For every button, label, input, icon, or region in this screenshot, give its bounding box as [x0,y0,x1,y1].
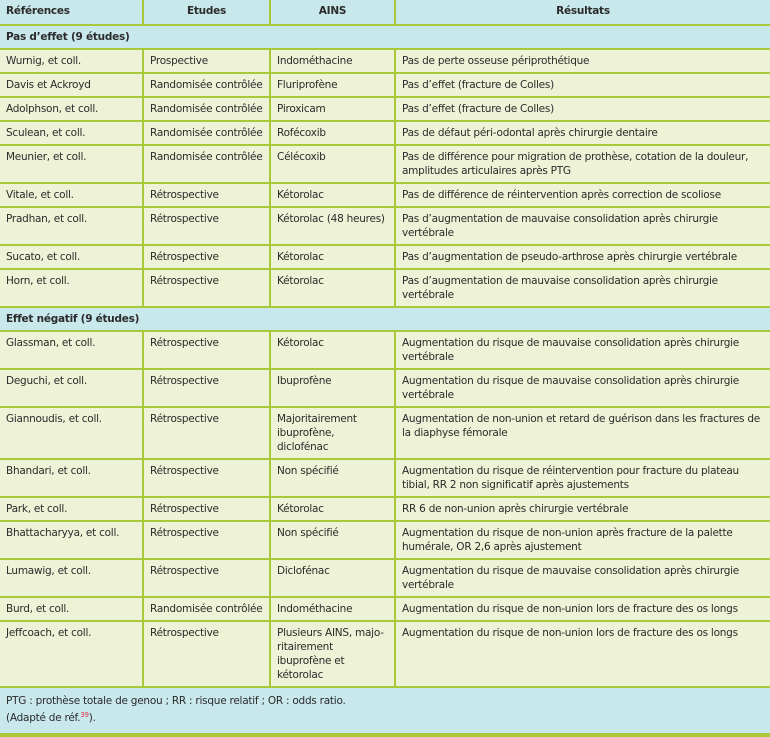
table-row [0,183,770,207]
reference-cell: Burd, et coll. [0,597,143,621]
reference-cell: Jeffcoach, et coll. [0,621,143,687]
table-row [0,145,770,183]
result-cell: Augmentation du risque de non-union après fracture de la palette humérale, OR 2,6 après ajustement [395,521,770,559]
nsaid-cell: Kétorolac (48 heures) [270,207,395,245]
study-type-cell: Randomisée contrôlée [143,597,270,621]
table-row [0,73,770,97]
reference-number[interactable]: 39 [80,711,89,719]
reference-cell: Wurnig, et coll. [0,49,143,73]
result-cell: Augmentation du risque de non-union lors de fracture des os longs [395,597,770,621]
result-cell: Pas de perte osseuse périprothétique [395,49,770,73]
study-type-cell: Rétrospective [143,559,270,597]
nsaid-cell: Rofécoxib [270,121,395,145]
nsaid-cell: Plusieurs AINS, majo-ritairement ibuprofène et kétorolac [270,621,395,687]
result-cell: Augmentation du risque de mauvaise consolidation après chirurgie vertébrale [395,369,770,407]
study-type-cell: Rétrospective [143,331,270,369]
table-row [0,49,770,73]
result-cell: Augmentation du risque de réintervention pour fracture du plateau tibial, RR 2 non significatif après ajustements [395,459,770,497]
study-type-cell: Rétrospective [143,407,270,459]
nsaid-cell: Kétorolac [270,245,395,269]
table-row [0,597,770,621]
table-row [0,207,770,245]
table-row [0,459,770,497]
footnote-source [6,708,764,725]
nsaid-cell: Kétorolac [270,497,395,521]
reference-cell: Bhattacharyya, et coll. [0,521,143,559]
study-type-cell: Randomisée contrôlée [143,73,270,97]
reference-cell: Glassman, et coll. [0,331,143,369]
reference-cell: Deguchi, et coll. [0,369,143,407]
group-title: Pas d’effet (9 études) [0,25,770,49]
result-cell: Augmentation du risque de mauvaise consolidation après chirurgie vertébrale [395,331,770,369]
result-cell: Pas d’augmentation de pseudo-arthrose après chirurgie vertébrale [395,245,770,269]
footnote-abbreviations: PTG : prothèse totale de genou ; RR : risque relatif ; OR : odds ratio. [6,695,346,707]
group-title: Effet négatif (9 études) [0,307,770,331]
result-cell: Pas d’effet (fracture de Colles) [395,73,770,97]
study-type-cell: Rétrospective [143,497,270,521]
reference-cell: Sculean, et coll. [0,121,143,145]
table-row [0,521,770,559]
study-type-cell: Rétrospective [143,245,270,269]
footnote [0,687,770,735]
table-row [0,269,770,307]
header-row [0,0,770,25]
reference-cell: Davis et Ackroyd [0,73,143,97]
nsaid-cell: Indométhacine [270,49,395,73]
table-row [0,97,770,121]
reference-cell: Giannoudis, et coll. [0,407,143,459]
reference-cell: Adolphson, et coll. [0,97,143,121]
header-references: Références [0,0,143,25]
reference-cell: Vitale, et coll. [0,183,143,207]
header-ains: AINS [270,0,395,25]
group-row [0,307,770,331]
result-cell: Pas de différence pour migration de prothèse, cotation de la douleur, amplitudes articulaires après PTG [395,145,770,183]
nsaid-cell: Kétorolac [270,183,395,207]
group-row [0,25,770,49]
study-type-cell: Rétrospective [143,621,270,687]
result-cell: Pas de défaut péri-odontal après chirurgie dentaire [395,121,770,145]
study-type-cell: Rétrospective [143,521,270,559]
table-row [0,369,770,407]
study-type-cell: Rétrospective [143,459,270,497]
nsaid-cell: Majoritairement ibuprofène, diclofénac [270,407,395,459]
footnote-source-prefix: (Adapté de réf. [6,712,81,724]
table-row [0,621,770,687]
reference-cell: Lumawig, et coll. [0,559,143,597]
result-cell: Augmentation du risque de non-union lors de fracture des os longs [395,621,770,687]
nsaid-cell: Indométhacine [270,597,395,621]
nsaid-cell: Non spécifié [270,459,395,497]
result-cell: Augmentation de non-union et retard de guérison dans les fractures de la diaphyse fémorale [395,407,770,459]
table-row [0,245,770,269]
nsaid-cell: Diclofénac [270,559,395,597]
reference-cell: Pradhan, et coll. [0,207,143,245]
table-row [0,497,770,521]
result-cell: Pas d’effet (fracture de Colles) [395,97,770,121]
footnote-row [0,687,770,735]
header-resultats: Résultats [395,0,770,25]
footnote-source-suffix: ). [88,712,96,724]
table-row [0,559,770,597]
table-row [0,121,770,145]
nsaid-cell: Kétorolac [270,269,395,307]
study-type-cell: Randomisée contrôlée [143,97,270,121]
study-type-cell: Rétrospective [143,207,270,245]
nsaid-cell: Non spécifié [270,521,395,559]
reference-cell: Sucato, et coll. [0,245,143,269]
reference-cell: Horn, et coll. [0,269,143,307]
result-cell: Pas d’augmentation de mauvaise consolidation après chirurgie vertébrale [395,269,770,307]
study-type-cell: Randomisée contrôlée [143,145,270,183]
result-cell: Pas d’augmentation de mauvaise consolidation après chirurgie vertébrale [395,207,770,245]
study-type-cell: Rétrospective [143,183,270,207]
nsaid-cell: Fluriprofène [270,73,395,97]
study-type-cell: Randomisée contrôlée [143,121,270,145]
nsaid-cell: Piroxicam [270,97,395,121]
nsaid-cell: Kétorolac [270,331,395,369]
nsaid-cell: Célécoxib [270,145,395,183]
result-cell: RR 6 de non-union après chirurgie vertébrale [395,497,770,521]
result-cell: Pas de différence de réintervention après correction de scoliose [395,183,770,207]
study-type-cell: Rétrospective [143,369,270,407]
study-type-cell: Prospective [143,49,270,73]
table-row [0,407,770,459]
table-row [0,331,770,369]
header-etudes: Etudes [143,0,270,25]
study-type-cell: Rétrospective [143,269,270,307]
reference-cell: Bhandari, et coll. [0,459,143,497]
reference-cell: Park, et coll. [0,497,143,521]
nsaid-cell: Ibuprofène [270,369,395,407]
reference-cell: Meunier, et coll. [0,145,143,183]
result-cell: Augmentation du risque de mauvaise consolidation après chirurgie vertébrale [395,559,770,597]
